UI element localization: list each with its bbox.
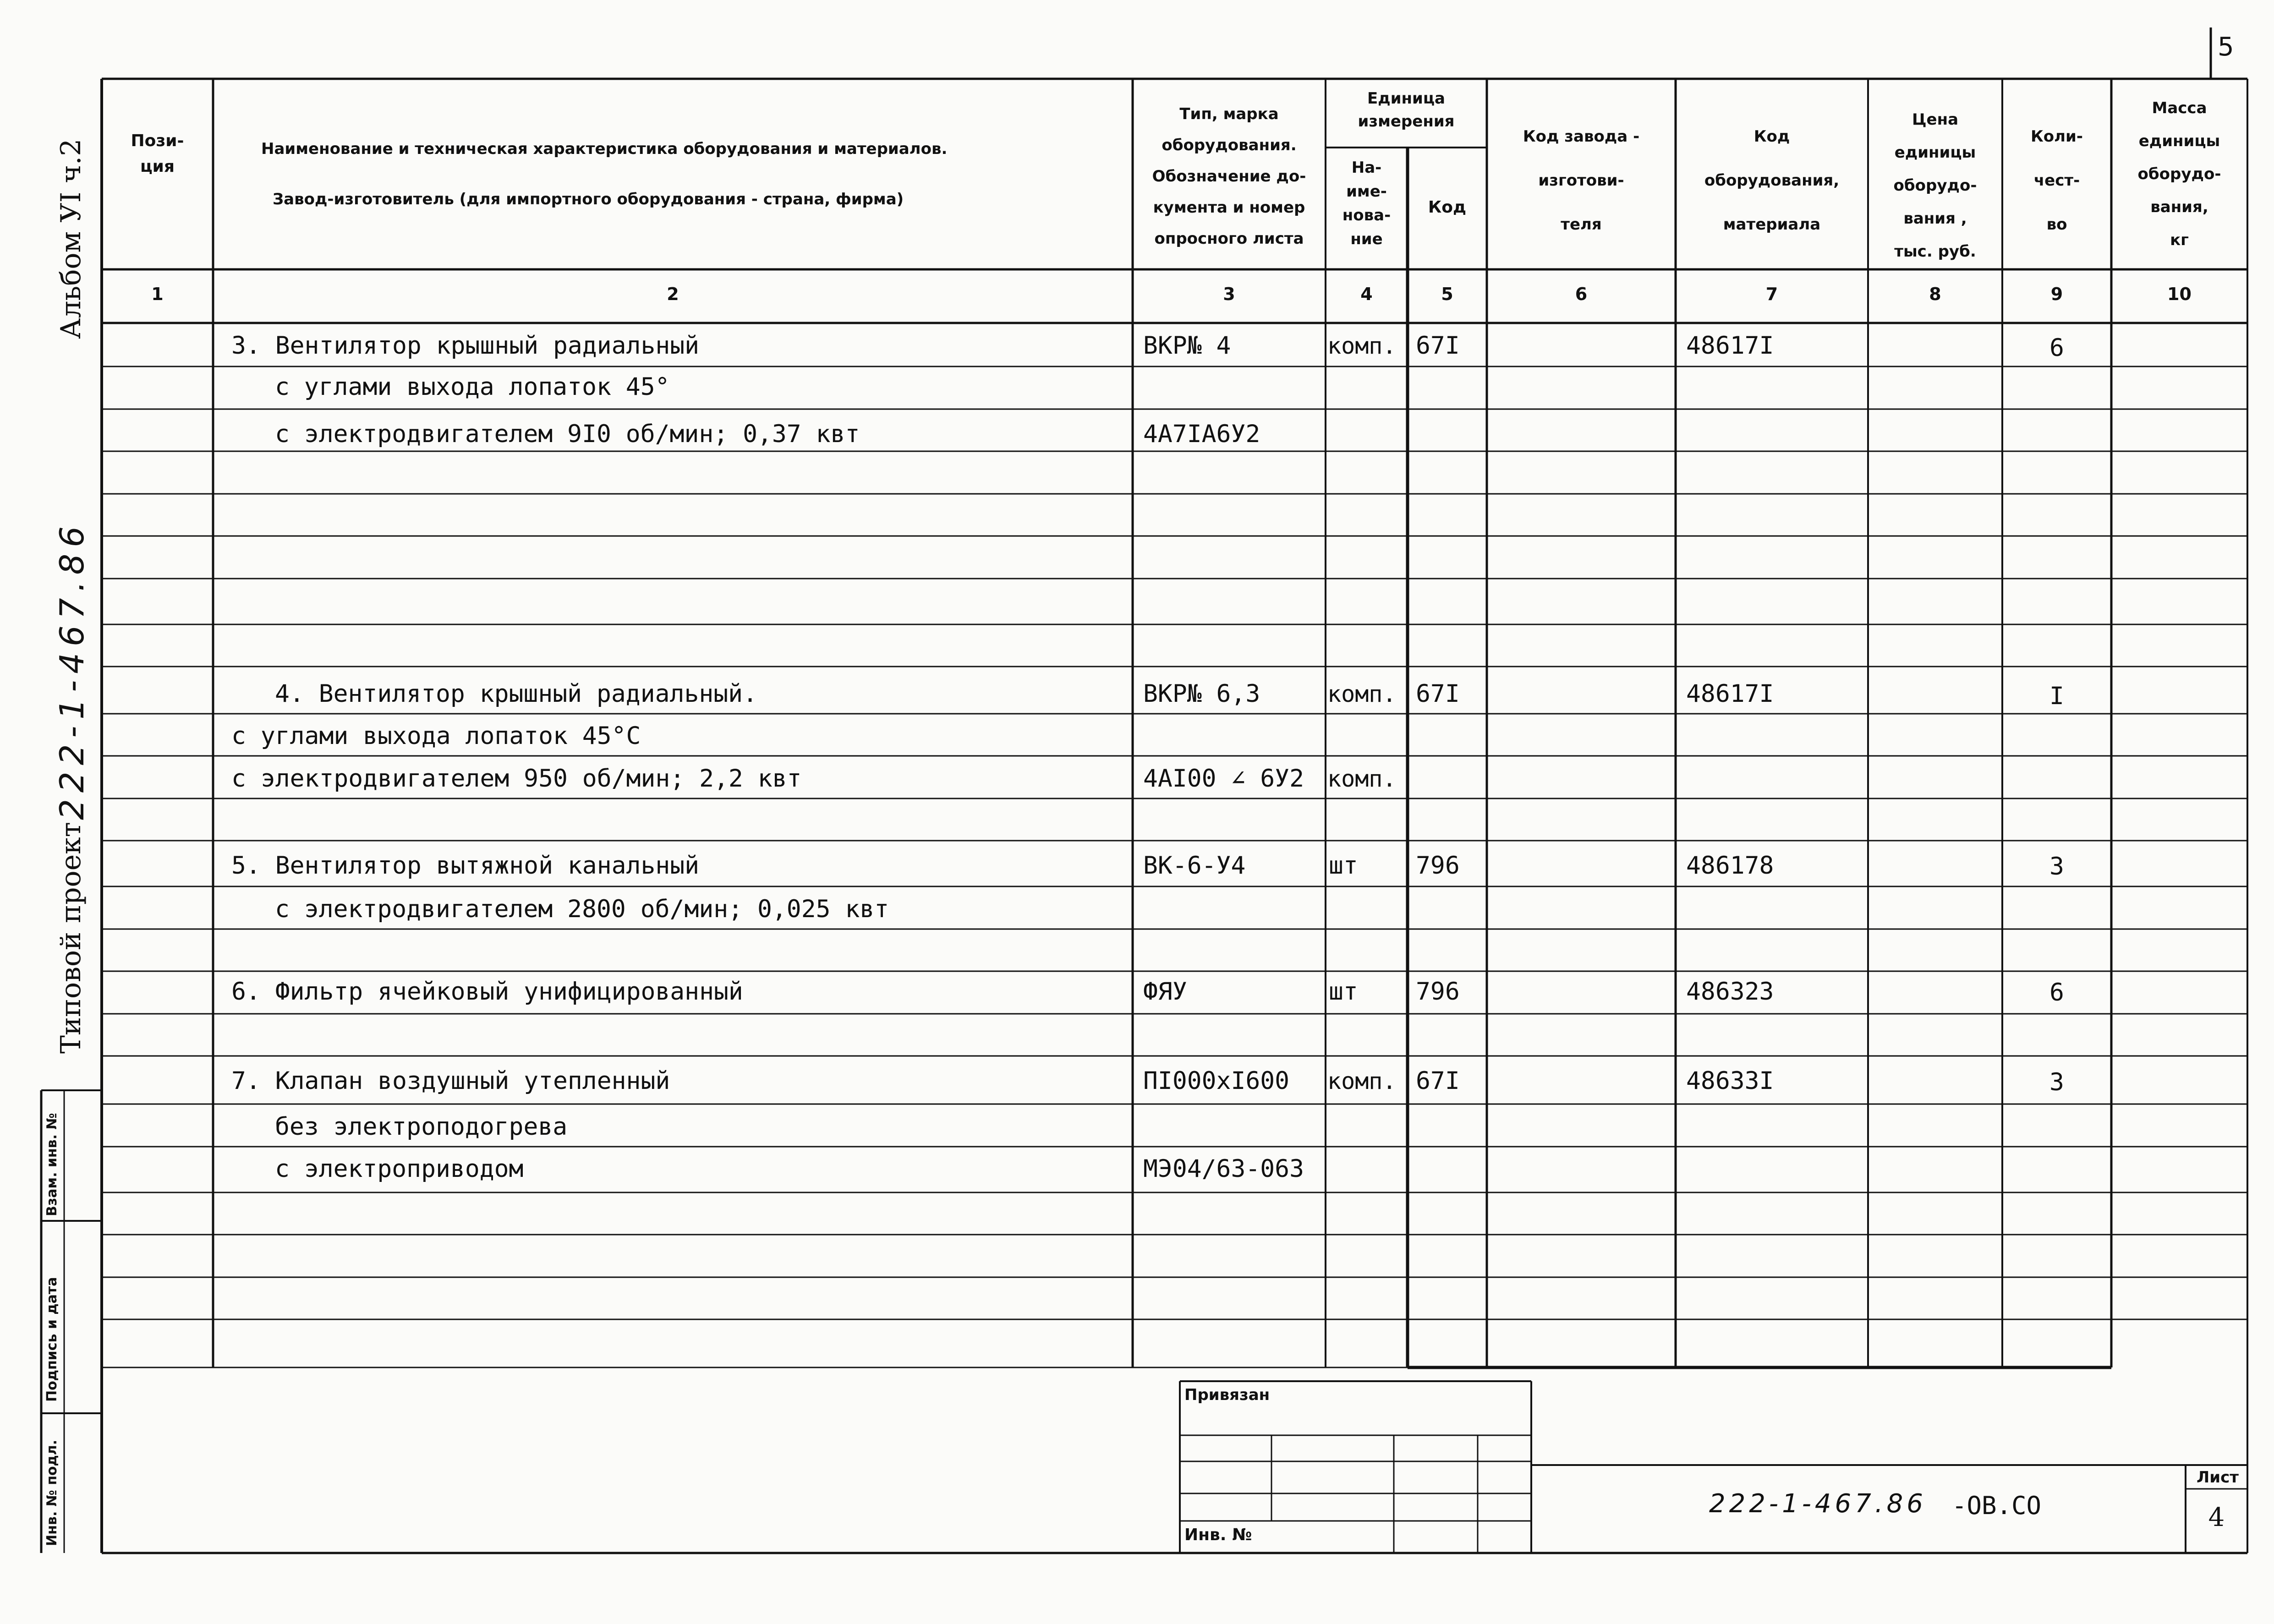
stamp-inv-no: Инв. № <box>1184 1526 1252 1544</box>
row-4-line3: с электродвигателем 950 об/мин; 2,2 квт <box>231 765 802 793</box>
row-6-code: 796 <box>1416 978 1460 1006</box>
row-3-qty: 6 <box>2049 334 2064 362</box>
row-3-code: 67I <box>1416 332 1460 360</box>
list-number: 4 <box>2208 1503 2225 1532</box>
row-7-drive: МЭ04/63-063 <box>1143 1155 1304 1183</box>
col2-header: Наименование и техническая характеристика оборудования и материалов. Завод-изготовитель (для импортного оборудования - страна, фирма) <box>261 140 948 208</box>
row-4-motor-unit: комп. <box>1327 766 1397 792</box>
row-5-name: 5. Вентилятор вытяжной канальный <box>231 852 700 880</box>
stamp-privyazan: Привязан <box>1184 1386 1270 1404</box>
row-4-motor: 4АI00 ∠ 6У2 <box>1143 765 1304 793</box>
col9-header: Коли- чест- во <box>2031 127 2083 234</box>
margin-replace-inv: Взам. инв. № <box>44 1113 60 1216</box>
list-label: Лист <box>2197 1468 2239 1487</box>
row-5-line2: с электродвигателем 2800 об/мин; 0,025 квт <box>275 895 889 923</box>
margin-sign-date: Подпись и дата <box>44 1277 60 1402</box>
row-6-type: ФЯУ <box>1143 978 1187 1006</box>
row-3-line3: с электродвигателем 9I0 об/мин; 0,37 квт <box>275 420 860 448</box>
row-7-code: 67I <box>1416 1067 1460 1095</box>
colnum-10: 10 <box>2167 284 2192 304</box>
colnum-3: 3 <box>1223 284 1235 304</box>
row-4-type: ВКР№ 6,3 <box>1143 680 1260 708</box>
row-5-qty: 3 <box>2049 853 2064 880</box>
margin-inv-orig: Инв. № подл. <box>44 1439 60 1546</box>
colnum-8: 8 <box>1929 284 1941 304</box>
col7-header: Код оборудования, материала <box>1704 127 1840 234</box>
colnum-7: 7 <box>1765 284 1778 304</box>
row-7-name: 7. Клапан воздушный утепленный <box>231 1067 670 1095</box>
row-5-mat: 486178 <box>1686 852 1774 880</box>
row-4-code: 67I <box>1416 680 1460 708</box>
row-3-name: 3. Вентилятор крышный радиальный <box>231 332 700 360</box>
row-6-name: 6. Фильтр ячейковый унифицированный <box>231 978 743 1006</box>
colnum-1: 1 <box>151 284 164 304</box>
row-4-line2: с углами выхода лопаток 45°С <box>231 722 641 750</box>
row-5-type: ВК-6-У4 <box>1143 852 1246 880</box>
row-3-unit: комп. <box>1327 333 1397 359</box>
row-6-qty: 6 <box>2049 979 2064 1006</box>
row-4-qty: I <box>2049 682 2064 710</box>
row-3-mat: 48617I <box>1686 332 1774 360</box>
row-7-mat: 48633I <box>1686 1067 1774 1095</box>
col6-header: Код завода - изготови- теля <box>1523 127 1640 234</box>
sheet-corner-number: 5 <box>2218 32 2234 62</box>
row-5-code: 796 <box>1416 852 1460 880</box>
row-3-type: ВКР№ 4 <box>1143 332 1231 360</box>
row-5-unit: шт <box>1329 852 1358 880</box>
row-7-line3: с электроприводом <box>275 1155 524 1183</box>
row-6-mat: 486323 <box>1686 978 1774 1006</box>
col3-header: Тип, марка оборудования. Обозначение до- кумента и номер опросного листа <box>1152 105 1306 248</box>
row-7-qty: 3 <box>2049 1068 2064 1096</box>
col1-header: Пози- ция <box>131 131 184 176</box>
doc-suffix: -ОВ.СО <box>1952 1491 2042 1520</box>
col5-header: Код <box>1428 198 1467 217</box>
row-3-line2: с углами выхода лопаток 45° <box>275 373 670 401</box>
col4-header: На- име- нова- ние <box>1342 159 1391 248</box>
col8-header: Цена единицы оборудо- вания , тыс. руб. <box>1893 110 1977 261</box>
doc-code: 222-1-467.86 <box>1709 1489 1927 1519</box>
row-7-line2: без электроподогрева <box>275 1113 568 1141</box>
side-project-code: 222-1-467.86 <box>53 519 91 820</box>
colnum-5: 5 <box>1441 284 1453 304</box>
row-4-name: 4. Вентилятор крышный радиальный. <box>275 680 757 708</box>
colnum-2: 2 <box>667 284 679 304</box>
unit-group-header: Единица измерения <box>1358 89 1455 131</box>
row-6-unit: шт <box>1329 978 1358 1006</box>
row-7-type: ПI000хI600 <box>1143 1067 1290 1095</box>
row-3-motor: 4А7IА6У2 <box>1143 420 1260 448</box>
colnum-6: 6 <box>1575 284 1588 304</box>
row-4-mat: 48617I <box>1686 680 1774 708</box>
col10-header: Масса единицы оборудо- вания, кг <box>2137 99 2221 249</box>
colnum-9: 9 <box>2050 284 2063 304</box>
row-4-unit: комп. <box>1327 681 1397 707</box>
row-7-unit: комп. <box>1327 1068 1397 1094</box>
colnum-4: 4 <box>1360 284 1373 304</box>
typical-project-title: Типовой проект <box>55 822 87 1054</box>
album-title: Альбом УI ч.2 <box>55 138 87 339</box>
